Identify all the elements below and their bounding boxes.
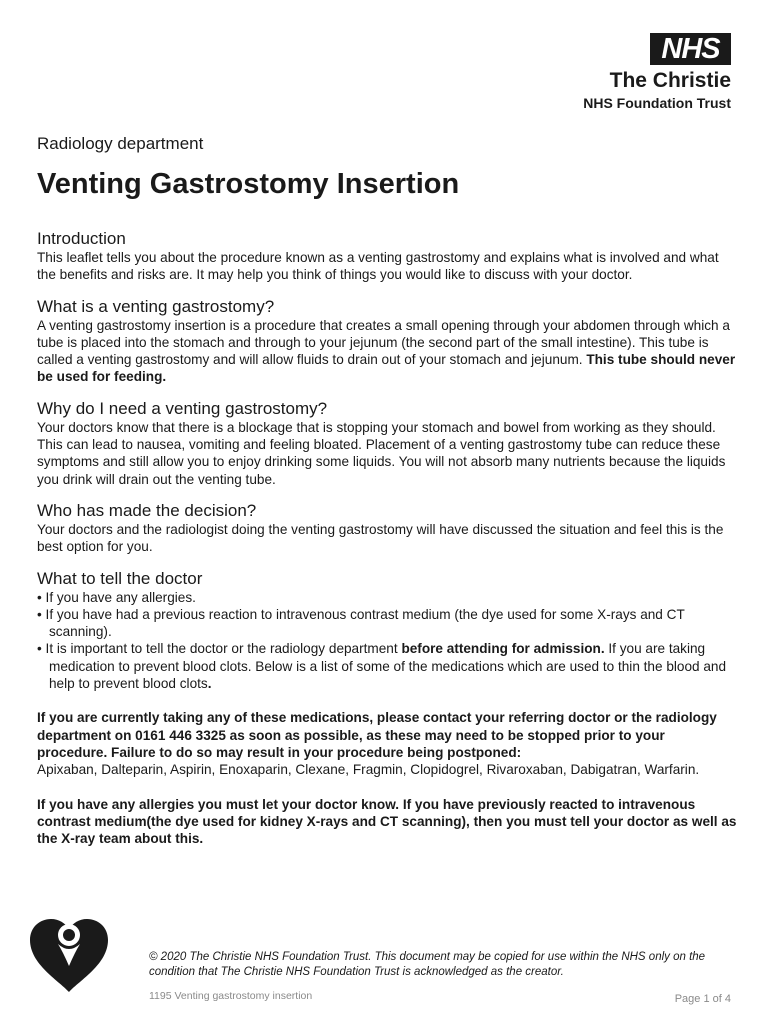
section-text — [37, 317, 737, 386]
copyright-notice: © 2020 The Christie NHS Foundation Trust. This document may be copied for use within the NHS only on the condition that The Christie NHS Foundation Trust is acknowledged as the creator. — [149, 951, 706, 978]
medication-warning — [37, 709, 737, 778]
allergy-warning: If you have any allergies you must let your doctor know. If you have previously reacted to intravenous contrast medium(the dye used for kidney X-rays and CT scanning), then you must tell your doctor as well as the X-ray team about this. — [37, 796, 737, 847]
medication-warning-text: If you are currently taking any of these medications, please contact your referring doctor or the radiology department on 0161 446 3325 as soon as possible, as these may need to be stopped prior to your procedure. Failure to do so may result in your procedure being postponed: — [37, 710, 717, 760]
section-text-bold: This tube should never be used for feeding. — [37, 352, 736, 385]
list-item: • If you have had a previous reaction to intravenous contrast medium (the dye used for some X-rays and CT scanning). — [37, 606, 685, 640]
list-item-text: If you are taking medication to prevent blood clots. Below is a list of some of the medications which are used to thin the blood and help to prevent blood clots — [49, 641, 727, 692]
page-number: Page 1 of 4 — [674, 993, 731, 1005]
section-heading: What to tell the doctor — [37, 568, 203, 588]
page-title: Venting Gastrostomy Insertion — [37, 168, 460, 200]
section-heading: What is a venting gastrostomy? — [37, 296, 275, 316]
nhs-logo: NHS — [650, 33, 731, 65]
org-subtitle: NHS Foundation Trust — [583, 95, 731, 111]
document-body — [37, 229, 737, 847]
section-text: Your doctors and the radiologist doing the venting gastrostomy will have discussed the situation and feel this is the best option for you. — [37, 521, 724, 555]
medication-list: Apixaban, Dalteparin, Aspirin, Enoxaparin, Clexane, Fragmin, Clopidogrel, Rivaroxaban, Dabigatran, Warfarin. — [37, 762, 700, 778]
section-why — [37, 399, 737, 488]
org-name: The Christie — [609, 69, 731, 92]
section-what-is — [37, 297, 737, 386]
bullet-list — [37, 589, 737, 693]
list-item: • If you have any allergies. — [37, 589, 196, 605]
christie-heart-icon — [28, 918, 110, 994]
document-reference: 1195 Venting gastrostomy insertion — [149, 990, 313, 1002]
section-heading: Why do I need a venting gastrostomy? — [37, 398, 328, 418]
section-heading: Introduction — [37, 229, 126, 248]
section-text: This leaflet tells you about the procedure known as a venting gastrostomy and explains what is involved and what the benefits and risks are. It may help you think of things you would like to discuss with your doctor. — [37, 250, 719, 283]
list-item-text: • It is important to tell the doctor or the radiology department — [37, 641, 402, 657]
section-tell-doctor — [37, 569, 737, 693]
department-label: Radiology department — [37, 134, 204, 153]
section-introduction — [37, 229, 737, 284]
list-item — [37, 640, 737, 692]
list-item-end: . — [207, 676, 212, 692]
list-item-bold: before attending for admission. — [401, 641, 605, 657]
section-text-plain: A venting gastrostomy insertion is a procedure that creates a small opening through your abdomen through which a tube is placed into the stomach and through to your jejunum (the second part of the small intestine). This tube is called a venting gastrostomy and will allow fluids to drain out of your stomach and jejunum. — [37, 317, 730, 368]
section-text: Your doctors know that there is a blockage that is stopping your stomach and bowel from working as they should. This can lead to nausea, vomiting and feeling bloated. Placement of a venting gastrostomy tube can reduce these symptoms and still allow you to enjoy drinking some liquids. You will not absorb many nutrients because the liquids you drink will drain out the venting tube. — [37, 419, 726, 487]
section-heading: Who has made the decision? — [37, 500, 257, 520]
section-who-decided — [37, 501, 737, 556]
